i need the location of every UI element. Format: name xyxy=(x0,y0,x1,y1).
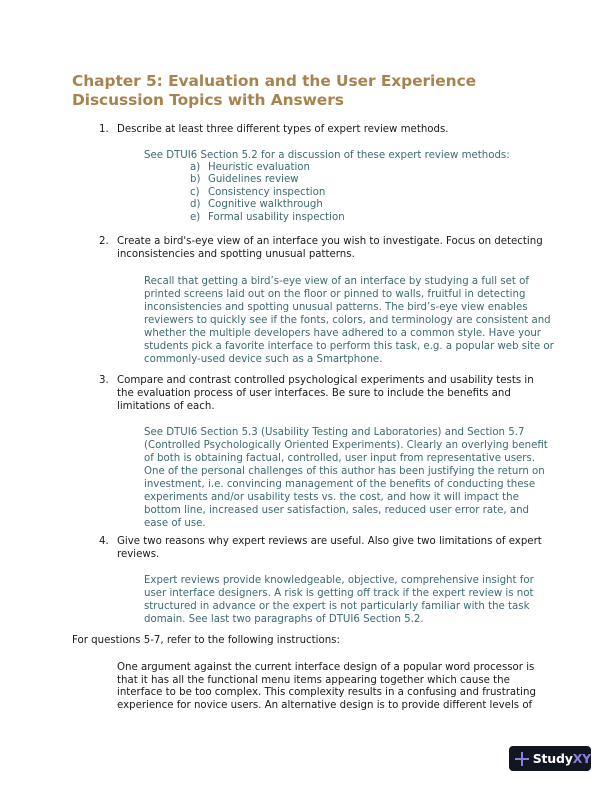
question-text: Create a bird's-eye view of an interface you wish to investigate. Focus on detecting inconsistencies and spotting unusual patterns. xyxy=(117,236,543,261)
answer-1: See DTUI6 Section 5.2 for a discussion of these expert review methods: xyxy=(144,150,510,161)
question-number: 3. xyxy=(99,375,109,386)
list-item: d) Cognitive walkthrough xyxy=(190,199,323,211)
instructions-intro: For questions 5-7, refer to the following instructions: xyxy=(72,635,340,646)
list-item: e) Formal usability inspection xyxy=(190,211,345,223)
list-item: a) Heuristic evaluation xyxy=(190,162,310,173)
expert-review-methods-list xyxy=(190,162,345,224)
title-line-1: Chapter 5: Evaluation and the User Experience xyxy=(72,72,477,90)
question-number: 1. xyxy=(99,124,109,135)
answer-2: Recall that getting a bird’s-eye view of an interface by studying a full set of printed screens laid out on the floor or pinned to walls, fruitful in detecting inconsistencies and spotting unusual patterns. The bird’s-eye view enables reviewers to quickly see if the fonts, colors, and terminology are consistent and whether the multiple developers have adhered to a common style. Have your students pick a favorite interface to perform this task, e.g. a popular web site or commonly-used device such as a Smartphone. xyxy=(144,276,554,365)
answer-4: Expert reviews provide knowledgeable, objective, comprehensive insight for user interface designers. A risk is getting off track if the expert review is not structured in advance or the expert is not particularly familiar with the task domain. See last two paragraphs of DTUI6 Section 5.2. xyxy=(144,575,534,625)
plus-icon xyxy=(515,752,528,766)
answer-3: See DTUI6 Section 5.3 (Usability Testing and Laboratories) and Section 5.7 (Controlled Psychologically Oriented Experiments). Clearly an overlying benefit of both is obtaining factual, controlled, user input from representative users. One of the personal challenges of this author has been justifying the return on investment, i.e. convincing management of the benefits of conducting these experiments and/or usability tests vs. the cost, and how it will impact the bottom line, increased user satisfaction, sales, reduced user error rate, and ease of use. xyxy=(144,427,548,529)
list-item: c) Consistency inspection xyxy=(190,186,326,198)
title-line-2: Discussion Topics with Answers xyxy=(72,91,344,109)
brand-name: StudyXY xyxy=(532,751,591,766)
question-text: Give two reasons why expert reviews are useful. Also give two limitations of expert reviews. xyxy=(117,536,542,561)
question-text: Compare and contrast controlled psychological experiments and usability tests in the evaluation process of user interfaces. Be sure to include the benefits and limitations of each. xyxy=(117,375,534,413)
question-number: 2. xyxy=(99,236,109,247)
instructions-text: One argument against the current interface design of a popular word processor is that it has all the functional menu items appearing together which cause the interface to be too complex. This complexity results in a confusing and frustrating experience for novice users. An alternative design is to provide different levels of xyxy=(117,662,536,711)
question-number: 4. xyxy=(99,536,109,547)
question-text: Describe at least three different types of expert review methods. xyxy=(117,124,449,135)
studyxy-watermark xyxy=(509,746,591,771)
list-item: b) Guidelines review xyxy=(190,174,299,186)
page-title xyxy=(72,72,476,110)
